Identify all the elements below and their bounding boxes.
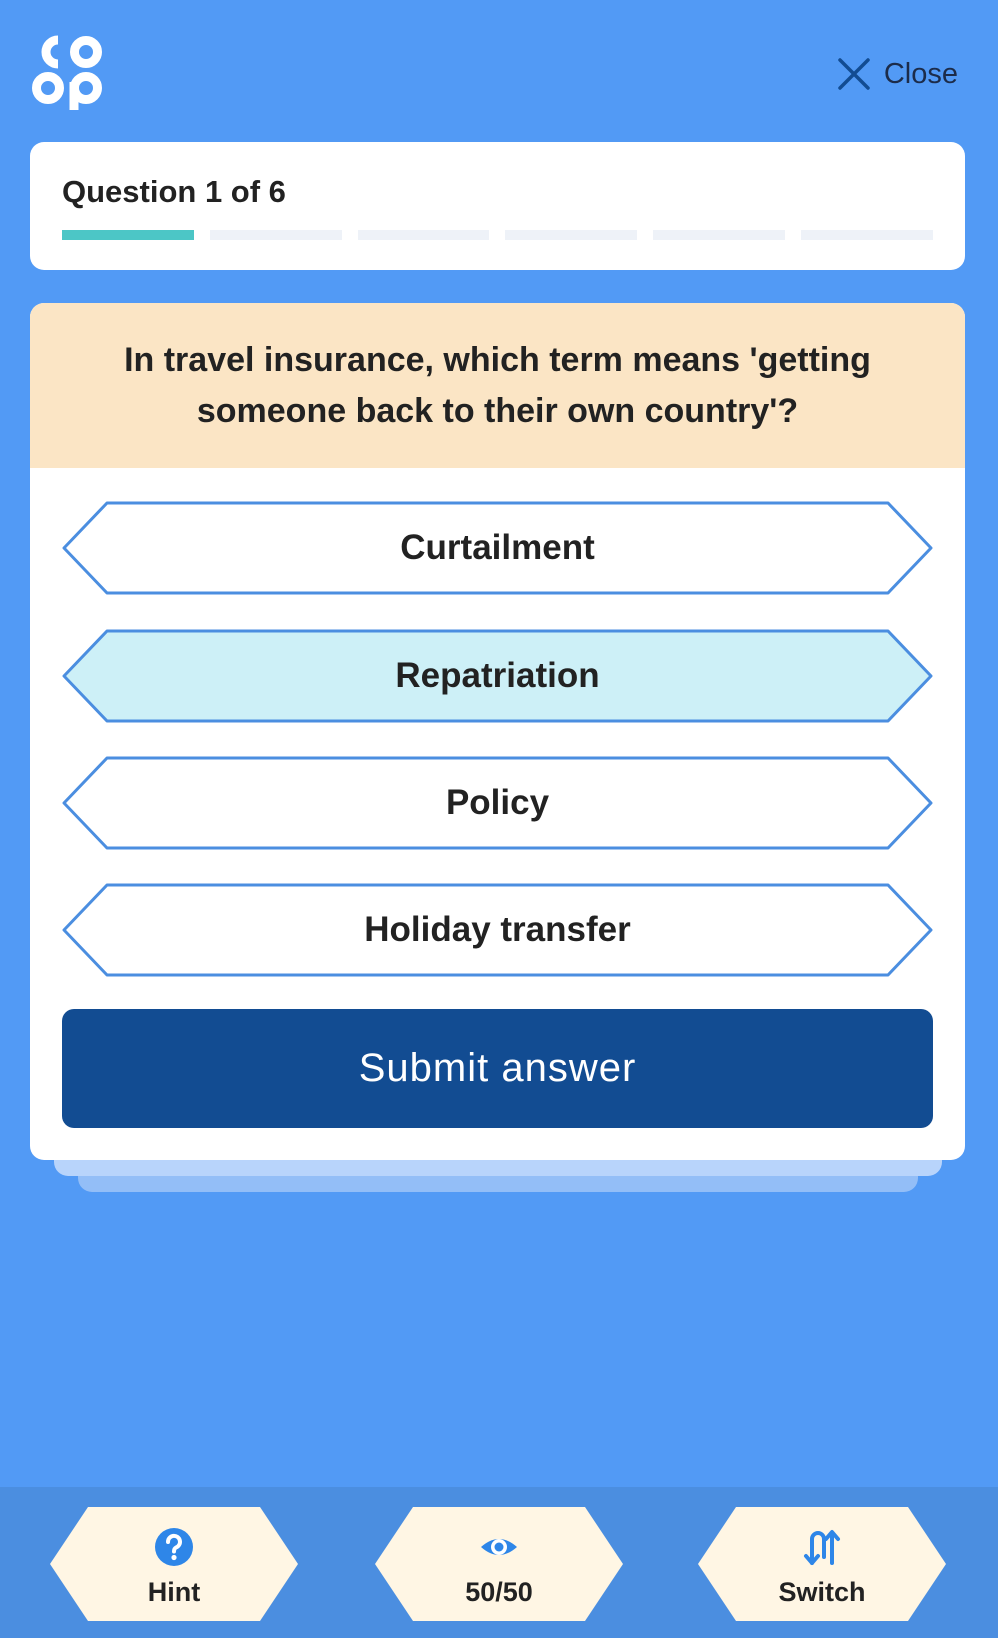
progress-segment	[505, 230, 637, 240]
progress-segment	[653, 230, 785, 240]
question-counter: Question 1 of 6	[62, 174, 286, 209]
question-banner	[30, 303, 965, 468]
answer-option[interactable]	[62, 501, 933, 595]
progress-segment	[358, 230, 490, 240]
submit-answer-button[interactable]: Submit answer	[62, 1009, 933, 1128]
progress-segment	[62, 230, 194, 240]
progress-segment	[801, 230, 933, 240]
answer-label: Repatriation	[395, 656, 600, 695]
progress-bar	[62, 230, 933, 240]
question-text: In travel insurance, which term means 'getting someone back to their own country'?	[124, 340, 871, 430]
switch-arrows-icon	[802, 1527, 842, 1567]
answer-option[interactable]	[62, 883, 933, 977]
question-card	[30, 303, 965, 1160]
fifty-fifty-label: 50/50	[465, 1577, 533, 1607]
switch-button[interactable]	[696, 1505, 948, 1623]
answer-label: Holiday transfer	[364, 910, 631, 949]
progress-card	[30, 142, 965, 270]
hint-label: Hint	[147, 1577, 201, 1607]
hint-button[interactable]	[48, 1505, 300, 1623]
progress-segment	[210, 230, 342, 240]
switch-label: Switch	[778, 1577, 866, 1607]
close-button[interactable]	[836, 50, 958, 98]
close-label: Close	[883, 57, 958, 90]
question-circle-icon	[154, 1527, 194, 1567]
answer-label: Curtailment	[400, 528, 595, 567]
answer-option[interactable]	[62, 629, 933, 723]
fifty-fifty-button[interactable]	[373, 1505, 625, 1623]
eye-icon	[471, 1527, 527, 1567]
answer-label: Policy	[445, 783, 550, 822]
answer-option[interactable]	[62, 756, 933, 850]
coop-logo	[28, 30, 108, 110]
lifeline-bar	[0, 1487, 998, 1638]
close-icon	[836, 56, 872, 92]
